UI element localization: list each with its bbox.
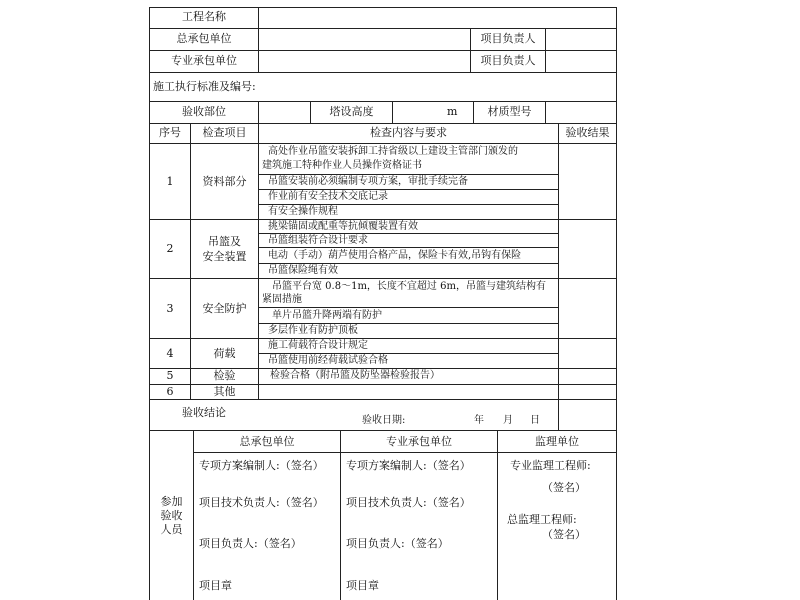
group-item: 荷载 <box>213 347 236 360</box>
rule <box>193 452 616 453</box>
rule <box>558 123 559 430</box>
check-content: 高处作业吊篮安装拆卸工持省级以上建设主管部门颁发的 <box>268 146 518 157</box>
col-content: 检查内容与要求 <box>370 126 447 139</box>
group-no: 6 <box>166 385 174 398</box>
rule <box>258 101 259 123</box>
specialty-contractor-title: 专业承包单位 <box>386 435 452 448</box>
date-day: 日 <box>530 415 540 426</box>
check-content: 吊篮平台宽 0.8～1m，长度不宜超过 6m，吊篮与建筑结构有 <box>272 281 546 292</box>
check-content: 紧固措施 <box>262 294 302 305</box>
rule <box>392 101 393 123</box>
standard-label: 施工执行标准及编号: <box>153 80 256 93</box>
check-content: 施工荷载符合设计规定 <box>268 340 368 351</box>
check-content: 作业前有安全技术交底记录 <box>268 191 388 202</box>
check-content: 有安全操作规程 <box>268 206 338 217</box>
project-seal-label: 项目章 <box>346 579 379 592</box>
check-content: 多层作业有防护顶板 <box>268 325 358 336</box>
date-year: 年 <box>474 415 484 426</box>
rule <box>258 307 558 308</box>
project-name-label: 工程名称 <box>182 10 226 23</box>
plan-author-signature: 专项方案编制人:（签名） <box>346 459 471 472</box>
group-no: 1 <box>166 175 174 188</box>
rule <box>149 72 616 73</box>
chief-engineer-label: 总监理工程师: <box>507 513 577 526</box>
tech-leader-signature: 项目技术负责人:（签名） <box>199 496 324 509</box>
group-item: 检验 <box>213 369 236 382</box>
rule <box>497 430 498 600</box>
rule <box>545 28 546 72</box>
rule <box>545 101 546 123</box>
specialty-engineer-label: 专业监理工程师: <box>510 459 591 472</box>
group-item: 安全防护 <box>202 302 247 315</box>
check-content: 吊篮安装前必须编制专项方案，审批手续完备 <box>268 176 468 187</box>
check-content: 检验合格（附吊篮及防坠器检验报告） <box>270 370 440 381</box>
check-content: 建筑施工特种作业人员操作资格证书 <box>262 160 422 171</box>
general-contractor-label: 总承包单位 <box>176 32 232 45</box>
plan-author-signature: 专项方案编制人:（签名） <box>199 459 324 472</box>
group-item: 资料部分 <box>202 175 247 188</box>
acceptance-part-label: 验收部位 <box>182 105 226 118</box>
group-item: 安全装置 <box>202 250 247 263</box>
rule <box>149 278 616 279</box>
check-content: 吊篮保险绳有效 <box>268 265 338 276</box>
project-leader-signature: 项目负责人:（签名） <box>346 537 449 550</box>
specialty-engineer-signature: （签名） <box>542 481 586 494</box>
rule <box>258 7 259 72</box>
specialty-contractor-label: 专业承包单位 <box>171 54 237 67</box>
rule <box>149 7 616 8</box>
acceptance-date-label: 验收日期: <box>362 415 406 426</box>
rule <box>340 430 341 600</box>
col-no: 序号 <box>159 126 181 139</box>
check-content: 吊篮组装符合设计要求 <box>268 235 368 246</box>
chief-engineer-signature: （签名） <box>542 528 586 541</box>
check-content: 电动（手动）葫芦使用合格产品，保险卡有效,吊钩有保险 <box>268 250 522 261</box>
group-item: 吊篮及 <box>208 235 241 248</box>
general-contractor-title: 总承包单位 <box>239 435 295 448</box>
rule <box>258 123 259 399</box>
date-month: 月 <box>503 415 513 426</box>
material-model-label: 材质型号 <box>487 105 532 118</box>
supervision-title: 监理单位 <box>535 435 579 448</box>
check-content: 挑梁锚固或配重等抗倾覆装置有效 <box>268 221 418 232</box>
rule <box>149 430 616 431</box>
check-content: 单片吊篮升降两端有防护 <box>272 310 382 321</box>
rule <box>149 399 616 400</box>
rule <box>149 143 616 144</box>
tower-height-label: 塔设高度 <box>329 105 374 118</box>
group-no: 5 <box>166 369 174 382</box>
col-result: 验收结果 <box>565 126 610 139</box>
rule <box>193 430 194 600</box>
group-no: 2 <box>166 242 174 255</box>
participants-label: 人员 <box>160 523 183 536</box>
unit-m: m <box>447 105 458 118</box>
group-no: 4 <box>166 347 174 360</box>
project-leader-label: 项目负责人 <box>480 54 536 67</box>
project-leader-label: 项目负责人 <box>480 32 536 45</box>
col-item: 检查项目 <box>202 126 247 139</box>
conclusion-label: 验收结论 <box>182 406 226 419</box>
group-no: 3 <box>166 302 174 315</box>
rule <box>616 7 617 600</box>
rule <box>149 338 616 339</box>
check-content: 吊篮使用前经荷载试验合格 <box>268 355 388 366</box>
project-leader-signature: 项目负责人:（签名） <box>199 537 302 550</box>
tech-leader-signature: 项目技术负责人:（签名） <box>346 496 471 509</box>
participants-label: 参加 <box>160 495 183 508</box>
rule <box>149 123 616 124</box>
participants-label: 验收 <box>160 509 183 522</box>
group-item: 其他 <box>213 385 236 398</box>
project-seal-label: 项目章 <box>199 579 232 592</box>
